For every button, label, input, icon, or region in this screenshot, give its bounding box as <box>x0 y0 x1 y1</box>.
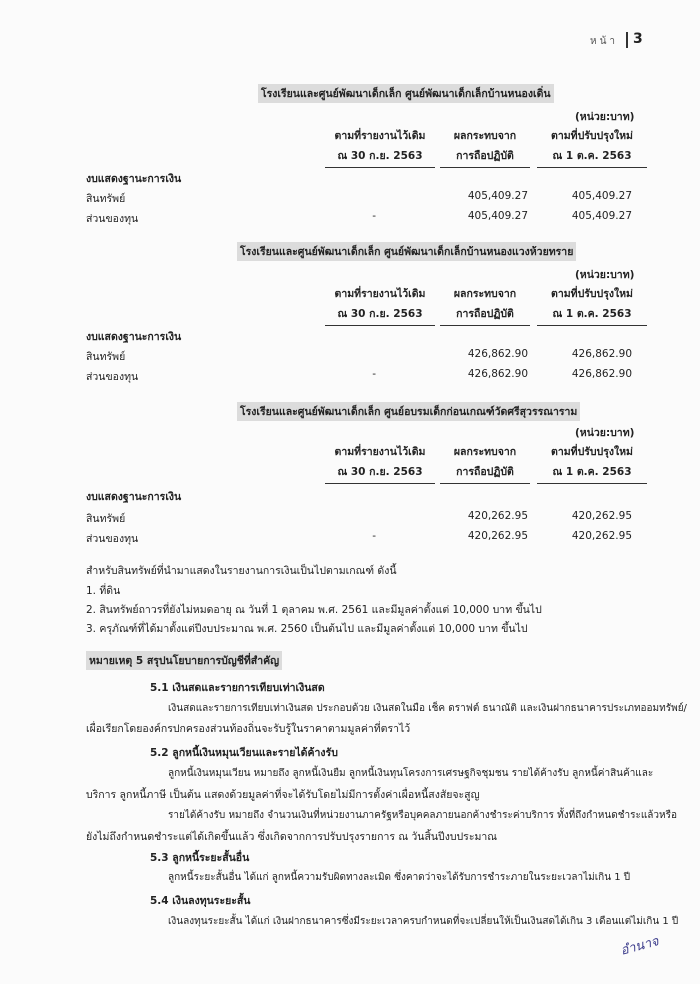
section-2-col3-h1: ตามที่ปรับปรุงใหม่ <box>551 288 633 300</box>
section-3-col2-h1: ผลกระทบจาก <box>453 446 517 458</box>
assets-note-item-1: 1. ที่ดิน <box>86 585 121 597</box>
section-2-title: โรงเรียนและศูนย์พัฒนาเด็กเล็ก ศูนย์พัฒนาเด็กเล็กบ้านหนองแวงห้วยทราย <box>237 242 576 261</box>
section-1-row-2-original: - <box>372 210 376 222</box>
assets-note-intro: สำหรับสินทรัพย์ที่นำมาแสดงในรายงานการเงินเป็นไปตามเกณฑ์ ดังนี้ <box>86 565 397 577</box>
section-1-row-1-restated: 405,409.27 <box>571 190 632 202</box>
section-3-row-1-label: สินทรัพย์ <box>86 513 126 525</box>
section-3-row-2-label: ส่วนของทุน <box>86 533 139 545</box>
note5-2-p2-line2: ยังไม่ถึงกำหนดชำระแต่ได้เกิดขึ้นแล้ว ซึ่งเกิดจากการปรับปรุงรายการ ณ วันสิ้นปีงบประมาณ <box>86 831 498 843</box>
section-2-row-1-label: สินทรัพย์ <box>86 351 126 363</box>
section-2-col1-h2: ณ 30 ก.ย. 2563 <box>325 305 435 326</box>
note5-1-line1: เงินสดและรายการเทียบเท่าเงินสด ประกอบด้วย เงินสดในมือ เช็ค ดราฟต์ ธนาณัติ และเงินฝากธนาคารประเภทออมทรัพย์/ <box>168 703 687 714</box>
note5-3-line1: ลูกหนี้ระยะสั้นอื่น ได้แก่ ลูกหนี้ความรับผิดทางละเมิด ซึ่งคาดว่าจะได้รับการชำระภายในระยะเวลาไม่เกิน 1 ปี <box>168 872 631 883</box>
section-2-col1-h1: ตามที่รายงานไว้เดิม <box>334 288 426 300</box>
section-2-row-1-restated: 426,862.90 <box>571 348 632 360</box>
section-3-row-2-effect: 420,262.95 <box>467 530 528 542</box>
section-3-row-1-restated: 420,262.95 <box>571 510 632 522</box>
section-3-col3-h2: ณ 1 ต.ค. 2563 <box>537 463 647 484</box>
section-3-unit: (หน่วย:บาท) <box>575 427 635 439</box>
section-1-row-2-restated: 405,409.27 <box>571 210 632 222</box>
note5-2-p2-line1: รายได้ค้างรับ หมายถึง จำนวนเงินที่หน่วยงานภาครัฐหรือบุคคลภายนอกค้างชำระค่าบริการ ทั้งที่ถึงกำหนดชำระแล้วหรือ <box>168 810 677 821</box>
note5-2-title: 5.2 ลูกหนี้เงินหมุนเวียนและรายได้ค้างรับ <box>150 747 338 759</box>
section-3-col3-h1: ตามที่ปรับปรุงใหม่ <box>551 446 633 458</box>
section-2-statement: งบแสดงฐานะการเงิน <box>86 331 182 343</box>
section-2-row-2-effect: 426,862.90 <box>467 368 528 380</box>
note5-2-p1-line1: ลูกหนี้เงินหมุนเวียน หมายถึง ลูกหนี้เงินยืม ลูกหนี้เงินทุนโครงการเศรษฐกิจชุมชน รายได้ค้างรับ ลูกหนี้ค่าสินค้าและ <box>168 768 654 779</box>
section-1-title: โรงเรียนและศูนย์พัฒนาเด็กเล็ก ศูนย์พัฒนาเด็กเล็กบ้านหนองเดิ่น <box>258 84 554 103</box>
page-label: หน้า <box>590 36 619 47</box>
section-2-col2-h1: ผลกระทบจาก <box>453 288 517 300</box>
section-1-row-1-effect: 405,409.27 <box>467 190 528 202</box>
section-3-row-2-original: - <box>372 530 376 542</box>
section-1-statement: งบแสดงฐานะการเงิน <box>86 173 182 185</box>
section-2-col3-h2: ณ 1 ต.ค. 2563 <box>537 305 647 326</box>
section-1-row-2-label: ส่วนของทุน <box>86 213 139 225</box>
section-2-row-1-effect: 426,862.90 <box>467 348 528 360</box>
assets-note-item-2: 2. สินทรัพย์ถาวรที่ยังไม่หมดอายุ ณ วันที่ 1 ตุลาคม พ.ศ. 2561 และมีมูลค่าตั้งแต่ 10,000 บาท ขึ้นไป <box>86 604 542 616</box>
section-3-statement: งบแสดงฐานะการเงิน <box>86 491 182 503</box>
section-3-title: โรงเรียนและศูนย์พัฒนาเด็กเล็ก ศูนย์อบรมเด็กก่อนเกณฑ์วัดศรีสุวรรณาราม <box>237 402 580 421</box>
header-divider <box>626 32 628 48</box>
section-2-row-2-label: ส่วนของทุน <box>86 371 139 383</box>
section-3-row-1-effect: 420,262.95 <box>467 510 528 522</box>
section-1-col2-h2: การถือปฏิบัติ <box>440 147 530 168</box>
section-3-col2-h2: การถือปฏิบัติ <box>440 463 530 484</box>
note5-4-title: 5.4 เงินลงทุนระยะสั้น <box>150 895 251 907</box>
page-number: 3 <box>633 31 643 47</box>
signature: อำนาจ <box>618 934 661 959</box>
section-3-col1-h1: ตามที่รายงานไว้เดิม <box>334 446 426 458</box>
section-1-col1-h2: ณ 30 ก.ย. 2563 <box>325 147 435 168</box>
note5-2-p1-line2: บริการ ลูกหนี้ภาษี เป็นต้น แสดงด้วยมูลค่าที่จะได้รับโดยไม่มีการตั้งค่าเผื่อหนี้สงสัยจะสูญ <box>86 789 480 801</box>
section-2-row-2-original: - <box>372 368 376 380</box>
note5-title: หมายเหตุ 5 สรุปนโยบายการบัญชีที่สำคัญ <box>86 651 282 670</box>
section-1-unit: (หน่วย:บาท) <box>575 111 635 123</box>
section-1-col3-h2: ณ 1 ต.ค. 2563 <box>537 147 647 168</box>
section-1-row-2-effect: 405,409.27 <box>467 210 528 222</box>
section-2-col2-h2: การถือปฏิบัติ <box>440 305 530 326</box>
note5-4-line1: เงินลงทุนระยะสั้น ได้แก่ เงินฝากธนาคารซึ่งมีระยะเวลาครบกำหนดที่จะเปลี่ยนให้เป็นเงินสดได้เกิน 3 เดือนแต่ไม่เกิน 1 ปี <box>168 916 679 927</box>
section-1-row-1-label: สินทรัพย์ <box>86 193 126 205</box>
section-3-row-2-restated: 420,262.95 <box>571 530 632 542</box>
assets-note-item-3: 3. ครุภัณฑ์ที่ได้มาตั้งแต่ปีงบประมาณ พ.ศ. 2560 เป็นต้นไป และมีมูลค่าตั้งแต่ 10,000 บาท ขึ้นไป <box>86 623 528 635</box>
note5-3-title: 5.3 ลูกหนี้ระยะสั้นอื่น <box>150 852 250 864</box>
section-3-col1-h2: ณ 30 ก.ย. 2563 <box>325 463 435 484</box>
section-1-col2-h1: ผลกระทบจาก <box>453 130 517 142</box>
section-2-unit: (หน่วย:บาท) <box>575 269 635 281</box>
section-1-col1-h1: ตามที่รายงานไว้เดิม <box>334 130 426 142</box>
section-1-col3-h1: ตามที่ปรับปรุงใหม่ <box>551 130 633 142</box>
note5-1-line2: เผื่อเรียกโดยองค์กรปกครองส่วนท้องถิ่นจะรับรู้ในราคาตามมูลค่าที่ตราไว้ <box>86 723 411 735</box>
section-2-row-2-restated: 426,862.90 <box>571 368 632 380</box>
note5-1-title: 5.1 เงินสดและรายการเทียบเท่าเงินสด <box>150 682 325 694</box>
